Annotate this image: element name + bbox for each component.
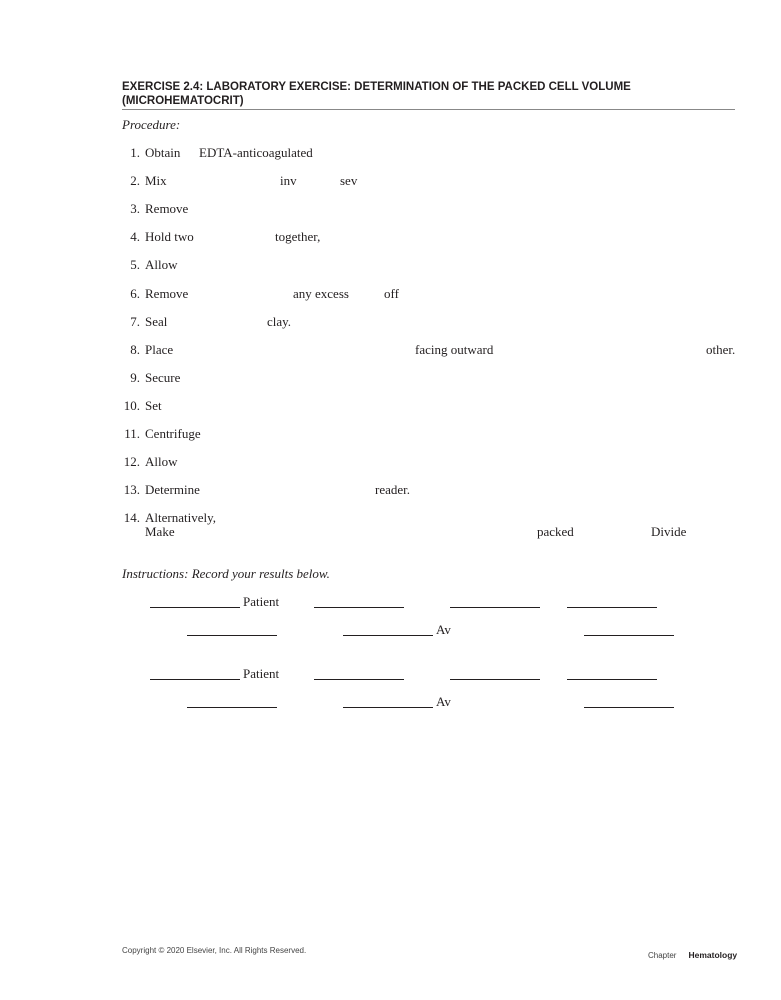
step-text: Place [145, 342, 174, 357]
answer-blank[interactable] [343, 707, 433, 708]
step-text: Divide [651, 524, 687, 539]
step-text: Alternatively, [145, 510, 216, 525]
step-text: together, [275, 229, 321, 244]
answer-blank[interactable] [187, 707, 277, 708]
step-text: packed [537, 524, 574, 539]
chapter-label: Chapter [648, 951, 677, 960]
footer-chapter-info [648, 945, 737, 963]
step-text: off [384, 286, 399, 301]
step-number: 13. [123, 482, 140, 497]
instructions-label: Instructions: Record your results below. [122, 566, 330, 581]
step-number: 12. [123, 454, 140, 469]
step-number: 4. [130, 229, 140, 244]
answer-blank[interactable] [567, 607, 657, 608]
procedure-label: Procedure: [122, 117, 181, 132]
step-number: 7. [130, 314, 140, 329]
answer-blank[interactable] [314, 679, 404, 680]
step-number: 2. [130, 173, 140, 188]
step-number: 3. [130, 201, 140, 216]
step-text: Allow [145, 257, 178, 272]
step-text: EDTA-anticoagulated [199, 145, 313, 160]
step-text: facing outward [415, 342, 494, 357]
step-number: 11. [124, 426, 140, 441]
step-number: 9. [130, 370, 140, 385]
average-label: Av [436, 694, 451, 709]
answer-blank[interactable] [567, 679, 657, 680]
step-text: clay. [267, 314, 292, 329]
step-text: Centrifuge [145, 426, 201, 441]
step-text: sev [340, 173, 358, 188]
step-text: Determine [145, 482, 200, 497]
exercise-title [122, 80, 735, 110]
step-number: 5. [130, 257, 140, 272]
step-text: Make [145, 524, 175, 539]
step-text: Obtain [145, 145, 181, 160]
copyright-notice: Copyright © 2020 Elsevier, Inc. All Rights Reserved. [122, 946, 307, 955]
answer-blank[interactable] [150, 679, 240, 680]
step-text: other. [706, 342, 736, 357]
answer-blank[interactable] [450, 679, 540, 680]
answer-blank[interactable] [314, 607, 404, 608]
step-text: Hold two [145, 229, 194, 244]
exercise-title-line1: EXERCISE 2.4: LABORATORY EXERCISE: DETERMINATION OF THE PACKED CELL VOLUME [122, 81, 631, 93]
step-number: 1. [130, 145, 140, 160]
step-text: Set [145, 398, 162, 413]
step-text: Remove [145, 286, 189, 301]
patient-label: Patient [243, 594, 280, 609]
exercise-title-line2: (MICROHEMATOCRIT) [122, 95, 244, 107]
answer-blank[interactable] [343, 635, 433, 636]
patient-label: Patient [243, 666, 280, 681]
step-number: 6. [130, 286, 140, 301]
step-number: 8. [130, 342, 140, 357]
step-text: any excess [293, 286, 349, 301]
step-text: reader. [375, 482, 411, 497]
answer-blank[interactable] [150, 607, 240, 608]
step-text: Mix [145, 173, 167, 188]
section-name: Hematology [688, 950, 738, 960]
average-label: Av [436, 622, 451, 637]
answer-blank[interactable] [584, 707, 674, 708]
step-text: Remove [145, 201, 189, 216]
answer-blank[interactable] [187, 635, 277, 636]
answer-blank[interactable] [584, 635, 674, 636]
step-text: inv [280, 173, 297, 188]
step-number: 14. [123, 510, 140, 525]
step-text: Secure [145, 370, 181, 385]
step-number: 10. [123, 398, 140, 413]
step-text: Allow [145, 454, 178, 469]
answer-blank[interactable] [450, 607, 540, 608]
step-text: Seal [145, 314, 168, 329]
